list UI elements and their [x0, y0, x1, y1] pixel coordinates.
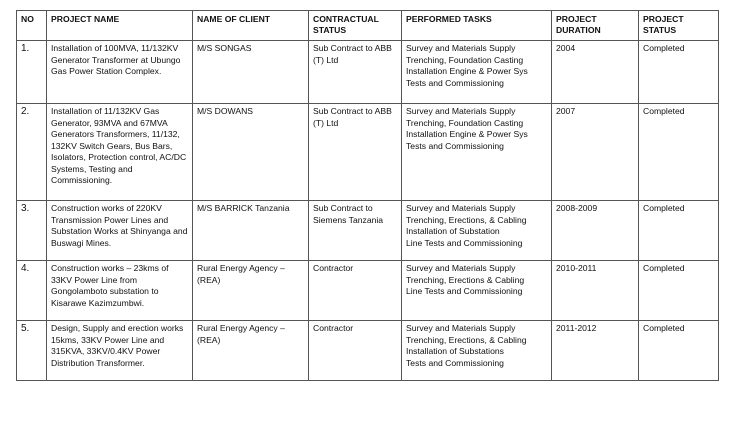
tasks-cell — [402, 41, 552, 104]
contract-cell: Contractor — [309, 321, 402, 381]
project-name-cell: Design, Supply and erection works 15kms, 33KV Power Line and 315KVA, 33KV/0.4KV Power Distribution Transformer. — [47, 321, 193, 381]
task-line: Trenching, Erections, & Cabling — [406, 214, 527, 225]
task-line: Tests and Commissioning — [406, 140, 504, 151]
header-duration — [552, 11, 639, 41]
duration-cell: 2010-2011 — [552, 261, 639, 321]
task-line: Installation of Substations — [406, 346, 504, 356]
tasks-cell — [402, 201, 552, 261]
header-duration-line-1: PROJECT — [556, 14, 597, 24]
row-number: 4. — [17, 261, 47, 321]
row-number: 5. — [17, 321, 47, 381]
tasks-cell — [402, 104, 552, 201]
table-header-row — [17, 11, 719, 41]
contract-cell: Contractor — [309, 261, 402, 321]
client-cell: Rural Energy Agency – (REA) — [193, 321, 309, 381]
contract-cell: Sub Contract to Siemens Tanzania — [309, 201, 402, 261]
task-line: Trenching, Foundation Casting — [406, 54, 524, 65]
header-status-line-2: STATUS — [643, 25, 677, 35]
row-number: 3. — [17, 201, 47, 261]
table-row — [17, 261, 719, 321]
duration-cell: 2011-2012 — [552, 321, 639, 381]
task-line: Survey and Materials Supply — [406, 43, 516, 53]
task-line: Survey and Materials Supply — [406, 203, 516, 213]
client-cell: M/S BARRICK Tanzania — [193, 201, 309, 261]
header-contractual-line-2: STATUS — [313, 25, 347, 35]
duration-cell: 2004 — [552, 41, 639, 104]
task-line: Line Tests and Commissioning — [406, 286, 523, 296]
duration-cell: 2008-2009 — [552, 201, 639, 261]
task-line: Trenching, Foundation Casting — [406, 117, 524, 128]
client-cell: Rural Energy Agency – (REA) — [193, 261, 309, 321]
status-cell: Completed — [639, 104, 719, 201]
task-line: Tests and Commissioning — [406, 77, 504, 88]
header-duration-line-2: DURATION — [556, 25, 601, 35]
contract-cell: Sub Contract to ABB (T) Ltd — [309, 41, 402, 104]
task-line: Line Tests and Commissioning — [406, 237, 523, 248]
task-line: Survey and Materials Supply — [406, 263, 516, 273]
client-cell: M/S SONGAS — [193, 41, 309, 104]
status-cell: Completed — [639, 261, 719, 321]
projects-table — [16, 10, 719, 381]
header-tasks: PERFORMED TASKS — [402, 11, 552, 41]
task-line: Trenching, Erections, & Cabling — [406, 334, 527, 345]
header-no: NO — [17, 11, 47, 41]
project-name-cell: Construction works of 220KV Transmission Power Lines and Substation Works at Shinyanga and Buswagi Mines. — [47, 201, 193, 261]
tasks-cell — [402, 261, 552, 321]
project-name-cell: Construction works – 23kms of 33KV Power Line from Gongolamboto substation to Kisarawe Kazimzumbwi. — [47, 261, 193, 321]
row-number: 2. — [17, 104, 47, 201]
header-client: NAME OF CLIENT — [193, 11, 309, 41]
header-project-status — [639, 11, 719, 41]
task-line: Tests and Commissioning — [406, 357, 504, 368]
table-row — [17, 201, 719, 261]
task-line: Installation Engine & Power Sys — [406, 129, 528, 139]
table-row — [17, 41, 719, 104]
task-line: Survey and Materials Supply — [406, 106, 516, 116]
row-number: 1. — [17, 41, 47, 104]
duration-cell: 2007 — [552, 104, 639, 201]
header-project-name: PROJECT NAME — [47, 11, 193, 41]
tasks-cell — [402, 321, 552, 381]
status-cell: Completed — [639, 201, 719, 261]
header-status-line-1: PROJECT — [643, 14, 684, 24]
client-cell: M/S DOWANS — [193, 104, 309, 201]
table-row — [17, 104, 719, 201]
table-row — [17, 321, 719, 381]
project-name-cell: Installation of 100MVA, 11/132KV Generator Transformer at Ubungo Gas Power Station Complex. — [47, 41, 193, 104]
task-line: Installation of Substation — [406, 226, 500, 236]
project-name-cell: Installation of 11/132KV Gas Generator, 93MVA and 67MVA Generators Transformers, 11/132, 132KV Switch Gears, Bus Bars, Isolators, Protection control, AC/DC Systems, Testing and Commissioning. — [47, 104, 193, 201]
task-line: Installation Engine & Power Sys — [406, 66, 528, 76]
task-line: Survey and Materials Supply — [406, 323, 516, 333]
header-contractual-line-1: CONTRACTUAL — [313, 14, 379, 24]
status-cell: Completed — [639, 41, 719, 104]
status-cell: Completed — [639, 321, 719, 381]
task-line: Trenching, Erections & Cabling — [406, 274, 525, 285]
header-contractual-status — [309, 11, 402, 41]
contract-cell: Sub Contract to ABB (T) Ltd — [309, 104, 402, 201]
